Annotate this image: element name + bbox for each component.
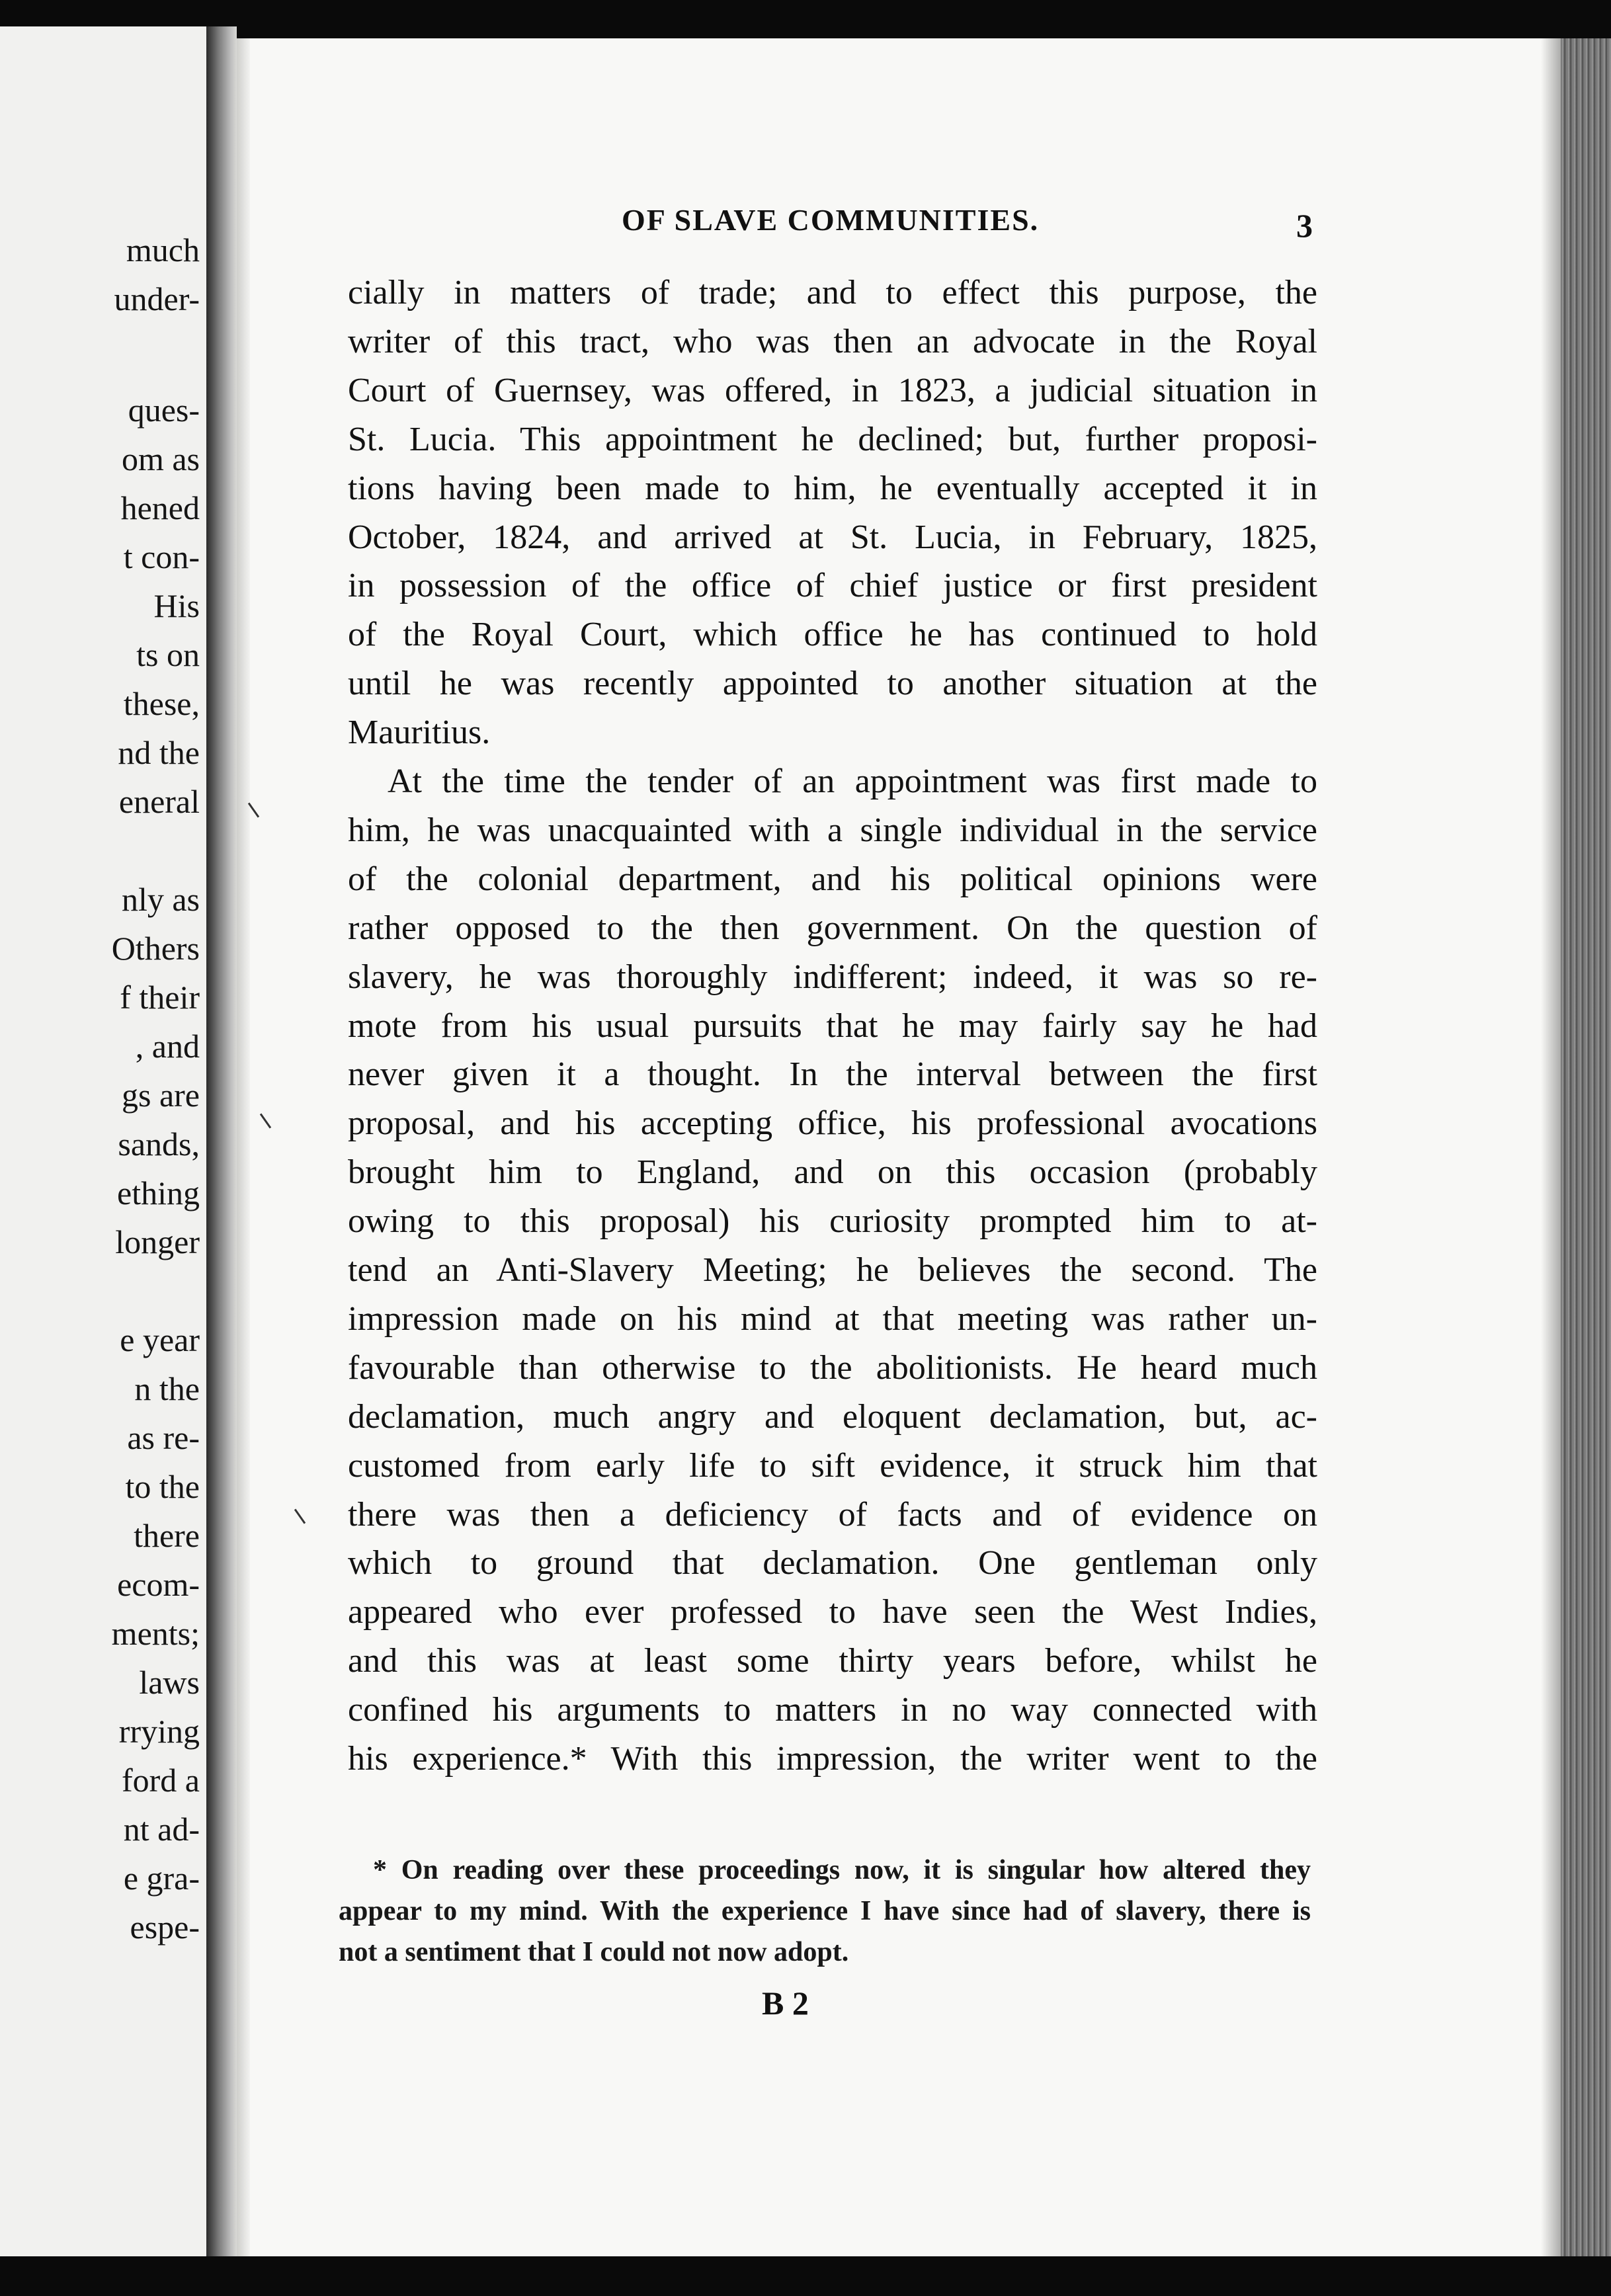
left-page-line: His — [153, 587, 200, 624]
gutter-highlight — [237, 38, 250, 2256]
left-page-line: nd the — [118, 734, 200, 771]
text-line: his experience.* With this impression, the writer went to the — [348, 1740, 1317, 1778]
text-line: Mauritius. — [348, 714, 491, 752]
left-page-line: as re- — [127, 1419, 200, 1456]
text-line: writer of this tract, who was then an advocate in the Royal — [348, 322, 1317, 360]
text-line: proposal, and his accepting office, his professional avocations — [348, 1104, 1317, 1143]
left-page-line: n the — [134, 1370, 200, 1407]
text-line: At the time the tender of an appointment was first made to — [388, 762, 1317, 800]
page-fore-edge — [1561, 38, 1611, 2256]
text-line: there was then a deficiency of facts and of evidence on — [348, 1495, 1317, 1534]
text-line: him, he was unacquainted with a single individual in the service — [348, 811, 1317, 849]
left-page-line: ts on — [136, 636, 200, 673]
left-page-line: nt ad- — [123, 1811, 200, 1848]
text-line: brought him to England, and on this occasion (probably — [348, 1153, 1317, 1192]
text-line: customed from early life to sift evidence, it struck him that — [348, 1446, 1317, 1485]
left-page-line: hened — [120, 489, 200, 526]
text-line: tend an Anti-Slavery Meeting; he believes the second. The — [348, 1251, 1317, 1289]
text-line: Court of Guernsey, was offered, in 1823, a judicial situation in — [348, 371, 1317, 409]
left-page-line: nly as — [121, 881, 200, 918]
text-line: cially in matters of trade; and to effect this purpose, the — [348, 274, 1317, 311]
text-line: in possession of the office of chief justice or first president — [348, 567, 1317, 605]
left-page-line: to the — [125, 1468, 200, 1505]
text-line: St. Lucia. This appointment he declined; but, further proposi- — [348, 420, 1317, 458]
left-page-line: t con- — [123, 538, 200, 575]
text-line: of the Royal Court, which office he has continued to hold — [348, 616, 1317, 654]
left-page-line: ething — [117, 1174, 200, 1211]
left-page-line: e gra- — [123, 1860, 200, 1897]
left-page-line: rrying — [118, 1713, 200, 1750]
text-line: until he was recently appointed to another situation at the — [348, 665, 1317, 703]
text-line: owing to this proposal) his curiosity prompted him to at- — [348, 1202, 1317, 1241]
footnote-line: * On reading over these proceedings now, it is singular how altered they — [373, 1855, 1311, 1885]
text-line: impression made on his mind at that meeting was rather un- — [348, 1299, 1317, 1338]
left-page-line: there — [134, 1517, 200, 1554]
left-page-line: gs are — [122, 1077, 200, 1114]
text-line: declamation, much angry and eloquent declamation, but, ac- — [348, 1397, 1317, 1436]
left-page-line: , and — [135, 1028, 200, 1065]
left-page-line: ecom- — [117, 1566, 200, 1603]
text-line: favourable than otherwise to the abolitionists. He heard much — [348, 1348, 1317, 1387]
page-number: 3 — [1296, 207, 1313, 244]
scanner-bottom-border — [0, 2256, 1611, 2296]
scanner-top-border — [0, 0, 1611, 38]
running-header: OF SLAVE COMMUNITIES. — [622, 203, 1040, 237]
text-line: tions having been made to him, he eventually accepted it in — [348, 469, 1317, 507]
left-page-line: f their — [120, 979, 200, 1016]
text-line: rather opposed to the then government. On the question of — [348, 909, 1317, 947]
text-line: appeared who ever professed to have seen the West Indies, — [348, 1593, 1317, 1631]
left-page-line: under- — [114, 280, 200, 317]
text-line: which to ground that declamation. One gentleman only — [348, 1544, 1317, 1582]
left-page-line: e year — [120, 1321, 200, 1358]
footnote-line: not a sentiment that I could not now adopt. — [339, 1937, 849, 1967]
left-page-line: laws — [139, 1664, 200, 1701]
left-page-line: ques- — [128, 391, 200, 429]
text-line: of the colonial department, and his political opinions were — [348, 860, 1317, 898]
left-page-line: longer — [115, 1223, 200, 1260]
left-page-line: ford a — [122, 1762, 200, 1799]
text-line: and this was at least some thirty years before, whilst he — [348, 1642, 1317, 1680]
left-page-line: espe- — [130, 1908, 200, 1946]
signature-mark: B 2 — [762, 1985, 809, 2022]
left-page-line: sands, — [118, 1126, 200, 1163]
text-line: confined his arguments to matters in no way connected with — [348, 1691, 1317, 1729]
fore-edge-shadow — [1541, 38, 1563, 2256]
text-line: October, 1824, and arrived at St. Lucia, in February, 1825, — [348, 518, 1317, 556]
text-line: slavery, he was thoroughly indifferent; indeed, it was so re- — [348, 958, 1317, 996]
left-page-line: Others — [111, 930, 200, 967]
left-page-line: ments; — [111, 1615, 200, 1652]
book-gutter-shadow — [206, 26, 237, 2262]
left-facing-page — [0, 26, 206, 2262]
text-line: never given it a thought. In the interval between the first — [348, 1055, 1317, 1094]
left-page-line: eneral — [118, 783, 200, 820]
left-page-line: om as — [121, 440, 200, 477]
left-page-line: these, — [123, 685, 200, 722]
footnote-line: appear to my mind. With the experience I have since had of slavery, there is — [339, 1896, 1311, 1926]
text-line: mote from his usual pursuits that he may fairly say he had — [348, 1006, 1317, 1045]
left-page-line: much — [126, 231, 200, 268]
